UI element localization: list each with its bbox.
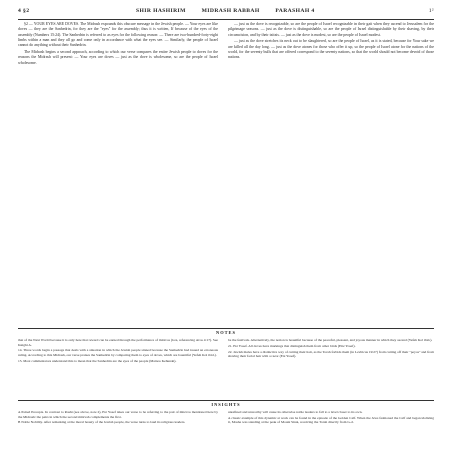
section-reference: 4 §2 <box>18 8 30 14</box>
note-entry: 21. Etz Yosef. All doves have markings that distinguish them from other birds (Eitz Yosef). <box>228 343 356 348</box>
note-entry: that of the Next World because it is only here that reward can be earned through the performance of mitzvos (Gra, referencing Avos 4:17). See Insight A. <box>18 338 218 347</box>
main-text-paragraph: §2 — YOUR EYES ARE DOVES. The Midrash expounds this obscure message in the Jewish people. — Your eyes are like doves — they are the Sanhedrin, for they are the "eyes" for the assembly; thus it is written, If because of the eyes of the assembly (Numbers 15:24). The Sanhedrin is referred to as eyes for the following reason: — There are two-hundred-forty-eight limbs within a man and they all go and come only in accordance with what the eyes see. — Similarly, the people of Israel cannot do anything without their Sanhedrin. <box>18 22 218 48</box>
running-title-word: PARASHAH 4 <box>275 8 315 14</box>
running-title-word: SHIR HASHIRIM <box>136 8 186 14</box>
insight-entry: B Noble Nobility. After remarking at the moral beauty of the Jewish people, the verse turns to laud its religious leaders. <box>18 420 186 425</box>
main-text-paragraph: — just as the dove stretches its neck out to be slaughtered, so are the people of Israel, as it is stated, because for Your sake we are killed all the day long. — just as the dove atones for those who offer it up, so the people of Israel atone for the nations of the world, for the seventy bulls that are offered correspond to the seventy nations, so that the world should not become devoid of those nations. <box>228 39 434 60</box>
running-title <box>136 8 329 14</box>
running-title-word: MIDRASH RABBAH <box>201 8 260 14</box>
insights-heading: INSIGHTS <box>211 402 241 407</box>
note-entry: 14. Three words begin a passage that deals with a situation in which the Jewish people sinned because the Sanhedrin had issued an erroneous ruling. According to this Midrash, our verse praises the Sanhedrin by comparing them to eyes of doves, which are bountiful (Yefeh Kol ibid.). <box>18 348 218 357</box>
note-entry: be the festivals. Alternatively, the notion is beautiful because of the peaceful, pleasant, and joyous manner in which they ascend (Yefeh Kol ibid.). <box>228 338 433 342</box>
insight-entry: A classic example of this dynamic at work can be found in the episode of the Golden Calf. When the Jews fashioned the Calf and began idolizing it, Moshe was standing at the peak of Mount Sinai, receiving the Torah directly from G-d. <box>228 415 434 425</box>
insights-right-column <box>228 410 434 450</box>
insights-left-column <box>18 410 218 450</box>
main-text-paragraph: The Midrash begins a second approach, according to which our verse compares the entire Jewish people to doves for the reasons the Midrash will present: — Your eyes are doves — just as the dove is wholesome, so are the people of Israel wholesome. <box>18 49 218 65</box>
notes-left-column <box>18 338 218 400</box>
main-text-left-column <box>18 22 218 326</box>
note-entry: 15. Most commentators understand this to mean that the Sanhedrin are the eyes of the people (Matnos Kehunah). <box>18 358 177 363</box>
insights-rule <box>18 400 434 401</box>
folio-number: 1² <box>428 8 434 14</box>
insight-entry: A Paired Precepts. In contrast to Rashi (see above, note 2), Etz Yosef takes our verse to be referring to the pair of mitzvos mentioned here by the Midrash: the pairs in which the second mitzvah complements the first. <box>18 410 218 419</box>
main-text-right-column <box>228 22 434 326</box>
notes-heading: NOTES <box>216 330 236 335</box>
notes-rule <box>18 328 434 329</box>
insight-entry: unrefined and unworthy will cause its otherwise noble leaders to fall to a level closer to its own. <box>228 410 363 414</box>
running-header <box>18 6 434 18</box>
main-text-paragraph: — just as the dove is recognizable, so are the people of Israel recognizable in their gait when they ascend to Jerusalem for the pilgrimage seasons. — just as the dove is distinguishable, so are the people of Israel distinguishable by their shaving, by their circumcision, and by their tzitzis. — just as the dove is modest, so are the people of Israel modest. <box>228 22 434 37</box>
notes-right-column <box>228 338 434 400</box>
note-entry: 22. Jewish males have a distinctive way of cutting their hair, as the Torah forbids them (in Leviticus 19:27) from cutting off their "peyos" and from shaving their facial hair with a razor (Etz Yosef). <box>228 349 434 359</box>
header-rule <box>18 19 434 20</box>
